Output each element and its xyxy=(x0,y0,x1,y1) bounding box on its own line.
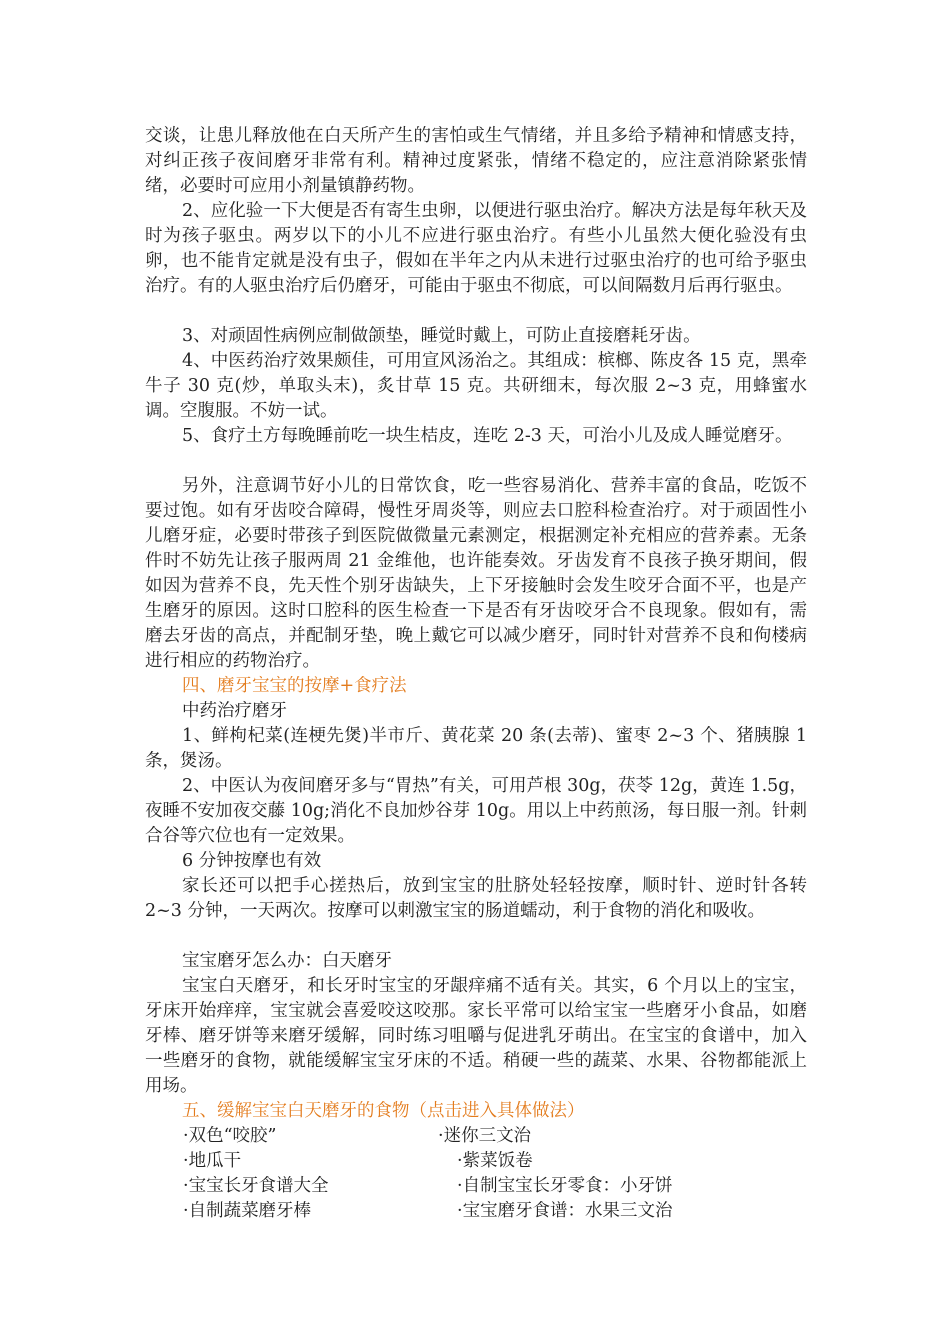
subheading-herbal: 中药治疗磨牙 xyxy=(182,701,287,721)
food-link[interactable]: ·迷你三文治 xyxy=(438,1126,532,1146)
section-heading-5: 五、缓解宝宝白天磨牙的食物（点击进入具体做法） xyxy=(182,1101,585,1121)
paragraph-item-2: 2、应化验一下大便是否有寄生虫卵，以便进行驱虫治疗。解决方法是每年秋天及时为孩子驱虫。两岁以下的小儿不应进行驱虫治疗。有些小儿虽然大便化验没有虫卵，也不能肯定就是没有虫子，假如在半年之内从未进行过驱虫治疗的也可给予驱虫治疗。有的人驱虫治疗后仍磨牙，可能由于驱虫不彻底，可以间隔数月后再行驱虫。 xyxy=(145,201,807,296)
food-link[interactable]: ·宝宝长牙食谱大全 xyxy=(183,1176,329,1196)
food-link[interactable]: ·自制蔬菜磨牙棒 xyxy=(183,1201,312,1221)
paragraph-daytime: 宝宝白天磨牙，和长牙时宝宝的牙龈痒痛不适有关。其实，6 个月以上的宝宝，牙床开始痒痒，宝宝就会喜爱咬这咬那。家长平常可以给宝宝一些磨牙小食品，如磨牙棒、磨牙饼等来磨牙缓解，同时练习咀嚼与促进乳牙萌出。在宝宝的食谱中，加入一些磨牙的食物，就能缓解宝宝牙床的不适。稍硬一些的蔬菜、水果、谷物都能派上用场。 xyxy=(145,976,807,1096)
paragraph-herbal-2: 2、中医认为夜间磨牙多与“胃热”有关，可用芦根 30g，茯苓 12g，黄连 1.5g，夜睡不安加夜交藤 10g;消化不良加炒谷芽 10g。用以上中药煎汤，每日服一剂。针刺合谷等穴位也有一定效果。 xyxy=(145,776,807,846)
paragraph-intro: 交谈，让患儿释放他在白天所产生的害怕或生气情绪，并且多给予精神和情感支持，对纠正孩子夜间磨牙非常有利。精神过度紧张，情绪不稳定的，应注意消除紧张情绪，必要时可应用小剂量镇静药物。 xyxy=(145,126,807,196)
section-heading-4: 四、磨牙宝宝的按摩+食疗法 xyxy=(182,676,407,696)
paragraph-additional: 另外，注意调节好小儿的日常饮食，吃一些容易消化、营养丰富的食品，吃饭不要过饱。如有牙齿咬合障碍，慢性牙周炎等，则应去口腔科检查治疗。对于顽固性小儿磨牙症，必要时带孩子到医院做微量元素测定，根据测定补充相应的营养素。无条件时不妨先让孩子服两周 21 金维他，也许能奏效。牙齿发育不良孩子换牙期间，假如因为营养不良，先天性个别牙齿缺失，上下牙接触时会发生咬牙合面不平，也是产生磨牙的原因。这时口腔科的医生检查一下是否有牙齿咬牙合不良现象。假如有，需磨去牙齿的高点，并配制牙垫，晚上戴它可以减少磨牙，同时针对营养不良和佝楼病进行相应的药物治疗。 xyxy=(145,476,807,671)
paragraph-herbal-1: 1、鲜枸杞菜(连梗先煲)半市斤、黄花菜 20 条(去蒂)、蜜枣 2~3 个、猪胰腺 1 条，煲汤。 xyxy=(145,726,807,771)
subheading-daytime: 宝宝磨牙怎么办：白天磨牙 xyxy=(182,951,392,971)
food-link[interactable]: ·紫菜饭卷 xyxy=(457,1151,533,1171)
food-link[interactable]: ·双色“咬胶” xyxy=(183,1126,277,1146)
paragraph-item-3: 3、对顽固性病例应制做颌垫，睡觉时戴上，可防止直接磨耗牙齿。 xyxy=(182,326,701,346)
food-link[interactable]: ·地瓜干 xyxy=(183,1151,242,1171)
paragraph-item-5: 5、食疗土方每晚睡前吃一块生桔皮，连吃 2-3 天，可治小儿及成人睡觉磨牙。 xyxy=(182,426,793,446)
subheading-massage: 6 分钟按摩也有效 xyxy=(182,851,322,871)
food-link[interactable]: ·自制宝宝长牙零食：小牙饼 xyxy=(457,1176,673,1196)
food-link[interactable]: ·宝宝磨牙食谱：水果三文治 xyxy=(457,1201,673,1221)
paragraph-massage: 家长还可以把手心搓热后，放到宝宝的肚脐处轻轻按摩，顺时针、逆时针各转 2~3 分钟，一天两次。按摩可以刺激宝宝的肠道蠕动，利于食物的消化和吸收。 xyxy=(145,876,807,921)
paragraph-item-4: 4、中医药治疗效果颇佳，可用宣风汤治之。其组成：槟榔、陈皮各 15 克，黑牵牛子 30 克(炒，单取头末)，炙甘草 15 克。共研细末，每次服 2~3 克，用蜂蜜水调。空腹服。不妨一试。 xyxy=(145,351,807,421)
